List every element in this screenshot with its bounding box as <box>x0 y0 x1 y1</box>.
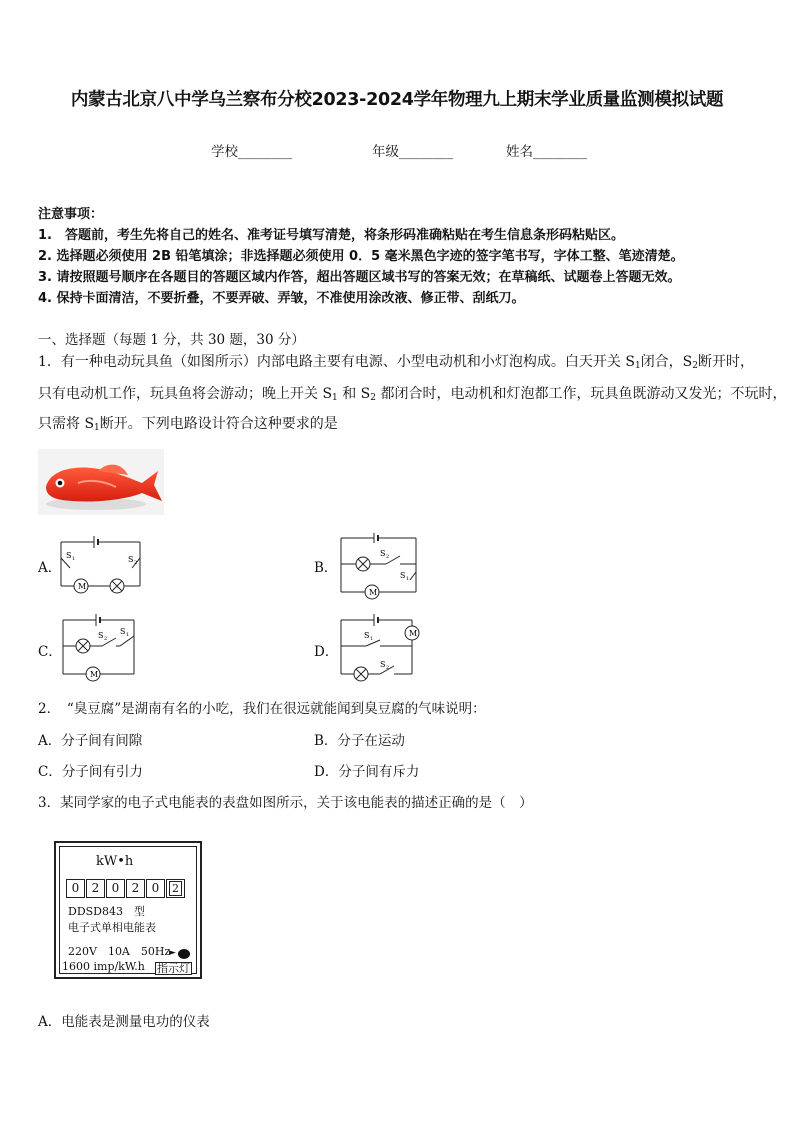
svg-text:M: M <box>409 629 418 638</box>
meter-digit-decimal: 2 <box>166 879 185 898</box>
notice-item: 3. 请按照题号顺序在各题目的答题区域内作答，超出答题区域书写的答案无效；在草稿纸、试题卷上答题无效。 <box>38 270 681 285</box>
meter-digits <box>66 879 185 898</box>
svg-text:S: S <box>120 627 126 636</box>
svg-text:S: S <box>128 555 134 564</box>
svg-text:S: S <box>364 631 370 640</box>
meter-rating: 220V 10A 50Hz <box>68 945 171 958</box>
q1-option-d[interactable]: D． <box>314 644 339 660</box>
meter-digit: 0 <box>146 879 165 898</box>
indicator-light-icon <box>178 949 190 959</box>
svg-text:2: 2 <box>134 560 138 566</box>
q3-option-a[interactable]: A．电能表是测量电功的仪表 <box>38 1014 210 1030</box>
name-field[interactable]: 姓名________ <box>506 144 587 160</box>
meter-type: 电子式单相电能表 <box>68 921 156 934</box>
svg-text:M: M <box>90 670 99 679</box>
q2-stem: 2． “臭豆腐”是湖南有名的小吃，我们在很远就能闻到臭豆腐的气味说明： <box>38 701 486 717</box>
circuit-d-diagram <box>336 612 426 684</box>
school-field[interactable]: 学校________ <box>211 144 292 160</box>
circuit-a-diagram <box>56 530 146 600</box>
meter-digit: 2 <box>126 879 145 898</box>
circuit-b-diagram <box>336 532 426 604</box>
q1-line-2: 只有电动机工作，玩具鱼将会游动；晚上开关 $S_1$ 和 $S_2$ 都闭合时，电动机和灯泡都工作，玩具鱼既游动又发光；不玩时， <box>38 386 787 403</box>
notice-item: 4. 保持卡面清洁，不要折叠，不要弄破、弄皱，不准使用涂改液、修正带、刮纸刀。 <box>38 291 525 306</box>
notice-item: 2. 选择题必须使用 2B 铅笔填涂；非选择题必须使用 0．5 毫米黑色字迹的签字笔书写，字体工整、笔迹清楚。 <box>38 249 684 264</box>
svg-text:2: 2 <box>386 554 390 560</box>
svg-text:2: 2 <box>104 636 108 642</box>
svg-text:1: 1 <box>72 556 76 562</box>
svg-text:2: 2 <box>386 665 390 671</box>
q1-line-3: 只需将 $S_1$断开。下列电路设计符合这种要求的是 <box>38 416 338 433</box>
svg-text:1: 1 <box>370 636 374 642</box>
meter-model: DDSD843 型 <box>68 905 145 918</box>
svg-text:M: M <box>78 582 87 591</box>
svg-text:S: S <box>380 660 386 669</box>
svg-text:1: 1 <box>406 576 410 582</box>
q3-stem: 3．某同学家的电子式电能表的表盘如图所示，关于该电能表的描述正确的是（ ） <box>38 795 533 811</box>
grade-field[interactable]: 年级________ <box>372 144 453 160</box>
q1-option-c[interactable]: C． <box>38 644 62 660</box>
section-heading: 一、选择题（每题 1 分，共 30 题，30 分） <box>38 332 305 348</box>
q1-line-1: 1．有一种电动玩具鱼（如图所示）内部电路主要有电源、小型电动机和小灯泡构成。白天开关 $S_1$闭合，$S_2$断开时， <box>38 354 755 371</box>
meter-digit: 0 <box>66 879 85 898</box>
q2-option-a[interactable]: A．分子间有间隙 <box>38 733 143 749</box>
circuit-c-diagram <box>58 612 148 684</box>
meter-constant: 1600 imp/kW.h <box>62 960 145 973</box>
svg-text:S: S <box>98 631 104 640</box>
meter-digit: 2 <box>86 879 105 898</box>
svg-text:M: M <box>369 588 378 597</box>
toy-fish-image <box>38 449 164 515</box>
svg-text:S: S <box>400 571 406 580</box>
meter-digit: 0 <box>106 879 125 898</box>
page-title: 内蒙古北京八中学乌兰察布分校2023-2024学年物理九上期末学业质量监测模拟试题 <box>70 90 724 110</box>
notice-heading: 注意事项： <box>38 207 104 222</box>
svg-text:S: S <box>380 549 386 558</box>
q2-option-b[interactable]: B．分子在运动 <box>314 733 405 749</box>
indicator-label: 指示灯 <box>157 962 190 975</box>
svg-text:1: 1 <box>126 632 130 638</box>
meter-unit: kW•h <box>96 854 134 869</box>
notice-item: 1. 答题前，考生先将自己的姓名、准考证号填写清楚，将条形码准确粘贴在考生信息条形码粘贴区。 <box>38 228 624 243</box>
q2-option-c[interactable]: C．分子间有引力 <box>38 764 143 780</box>
q2-option-d[interactable]: D．分子间有斥力 <box>314 764 420 780</box>
q1-option-a[interactable]: A． <box>38 560 62 576</box>
electric-meter-panel <box>54 841 202 979</box>
q1-option-b[interactable]: B． <box>314 560 338 576</box>
svg-text:S: S <box>66 551 72 560</box>
indicator-arrow-icon: ► <box>169 948 176 958</box>
